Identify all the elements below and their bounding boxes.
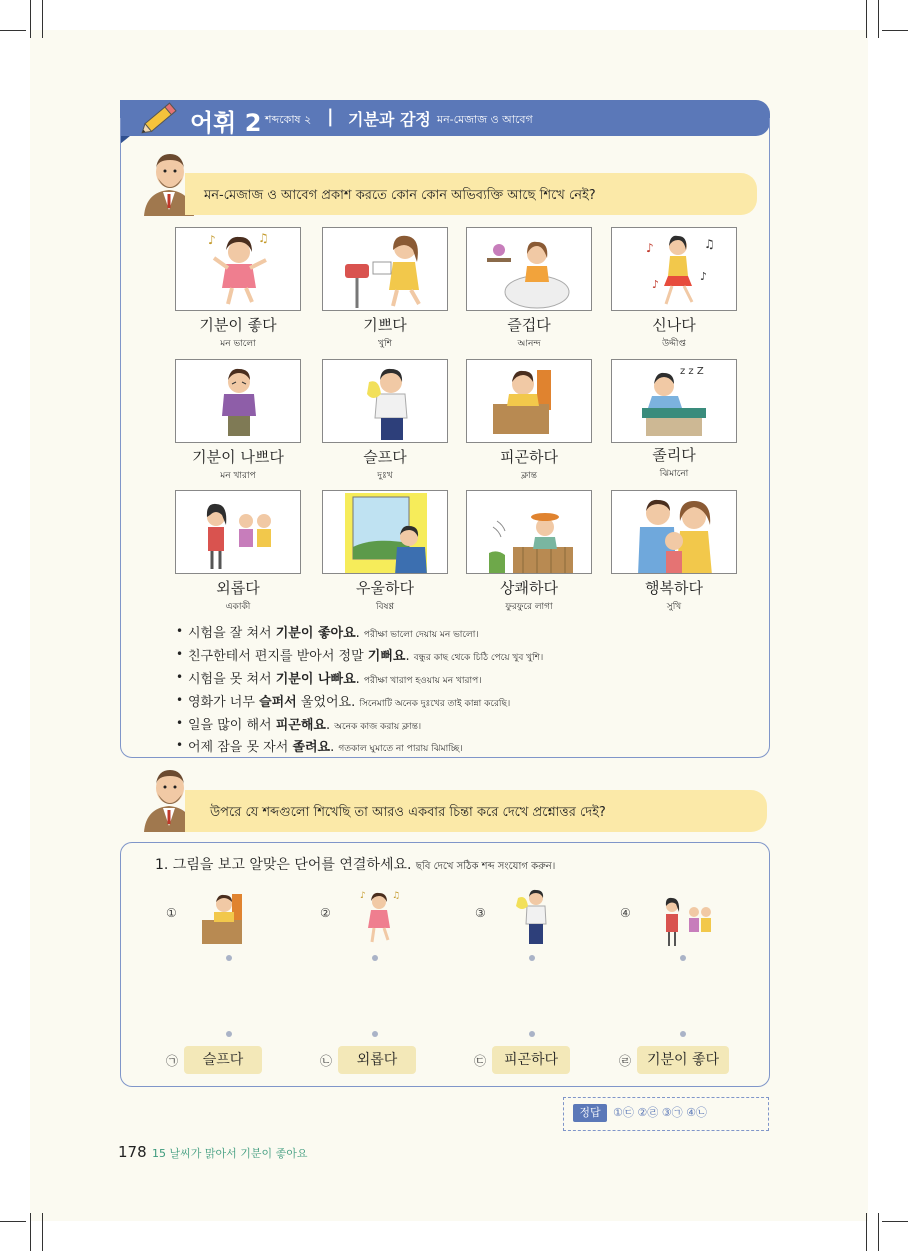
crop-mark (882, 30, 908, 31)
bullet-icon: • (176, 647, 184, 661)
section-title: 어휘 2 (190, 109, 262, 137)
svg-text:♪: ♪ (208, 233, 216, 247)
exercise-image-sad (512, 886, 552, 948)
choice-mark: ㉣ (619, 1054, 632, 1068)
crop-mark (0, 1221, 26, 1222)
chapter-title: 15 날씨가 맑아서 기분이 좋아요 (152, 1147, 308, 1160)
vocab-translation: উদ্দীপ্ত (662, 339, 686, 349)
example-sentence: 영화가 너무 슬퍼서 울었어요. সিনেমাটি অনেক দুঃখের তাই কান্না করেছি। (188, 695, 511, 710)
vocab-translation: ফুরফুরে লাগা (505, 602, 553, 612)
connect-dot-top-1[interactable] (226, 955, 232, 961)
svg-text:♪: ♪ (646, 241, 654, 255)
topic-title-bn: মন-মেজাজ ও আবেগ (437, 113, 533, 126)
review-question: উপরে যে শব্দগুলো শিখেছি তা আরও একবার চিন্তা করে দেখে প্রশ্নোত্তর দেই? (210, 805, 606, 820)
vocab-image-depressed (322, 490, 448, 574)
crop-mark (882, 1221, 908, 1222)
bullet-icon: • (176, 716, 184, 730)
choice-good-mood[interactable]: 기분이 좋다 (637, 1046, 729, 1074)
vocab-word: 기분이 좋다 (199, 316, 277, 334)
vocab-translation: ঝিমানো (659, 469, 689, 479)
exercise-number: ④ (620, 906, 631, 920)
svg-text:♪: ♪ (700, 270, 708, 283)
vocab-translation: দুঃখ (377, 471, 393, 481)
connect-dot-bottom-3[interactable] (529, 1031, 535, 1037)
crop-mark (30, 0, 31, 38)
crop-mark (0, 30, 26, 31)
crop-mark (42, 0, 43, 38)
connect-dot-top-3[interactable] (529, 955, 535, 961)
title-separator: | (327, 106, 334, 127)
connect-dot-bottom-4[interactable] (680, 1031, 686, 1037)
vocab-image-tired (466, 359, 592, 443)
example-sentence: 시험을 잘 쳐서 기분이 좋아요. পরীক্ষা ভালো দেয়ায় মন ভালো। (188, 626, 479, 641)
choice-mark: ㉢ (474, 1054, 487, 1068)
vocab-word: 즐겁다 (507, 316, 551, 334)
connect-dot-bottom-1[interactable] (226, 1031, 232, 1037)
crop-mark (878, 1213, 879, 1251)
bullet-icon: • (176, 738, 184, 752)
svg-text:♫: ♫ (258, 231, 269, 245)
exercise-image-tired (198, 890, 250, 948)
vocab-image-happy-family (611, 490, 737, 574)
exercise-number: ③ (475, 906, 486, 920)
vocab-word: 기분이 나쁘다 (192, 448, 284, 466)
exercise-number: ① (166, 906, 177, 920)
crop-mark (866, 0, 867, 38)
vocab-translation: সুখি (666, 602, 682, 612)
vocab-image-refreshed (466, 490, 592, 574)
page-number: 178 (118, 1143, 147, 1161)
vocab-image-lonely (175, 490, 301, 574)
example-sentence: 일을 많이 해서 피곤해요. অনেক কাজ করায় ক্লান্ত। (188, 718, 422, 733)
vocab-image-enjoyable (466, 227, 592, 311)
choice-mark: ㉡ (320, 1054, 333, 1068)
vocab-word: 졸리다 (652, 446, 696, 464)
vocab-word: 피곤하다 (500, 448, 558, 466)
answer-key-text: ①㉢ ②㉣ ③㉠ ④㉡ (613, 1106, 707, 1119)
connect-dot-top-4[interactable] (680, 955, 686, 961)
svg-text:z z Z: z z Z (680, 366, 704, 377)
svg-text:♪: ♪ (360, 891, 366, 901)
vocab-translation: খুশি (378, 339, 392, 349)
vocab-word: 기쁘다 (363, 316, 407, 334)
vocab-word: 상쾌하다 (500, 579, 558, 597)
choice-lonely[interactable]: 외롭다 (338, 1046, 416, 1074)
vocab-translation: বিষণ্ণ (375, 602, 395, 612)
exercise-image-good-mood (356, 888, 402, 948)
section-title-bn: শব্দকোষ ২ (265, 113, 312, 126)
exercise-image-lonely (660, 894, 718, 948)
svg-text:♪: ♪ (652, 278, 660, 291)
svg-text:♫: ♫ (704, 237, 715, 251)
svg-text:♫: ♫ (392, 891, 401, 901)
vocab-translation: মন খারাপ (220, 471, 256, 481)
bullet-icon: • (176, 670, 184, 684)
connect-dot-bottom-2[interactable] (372, 1031, 378, 1037)
crop-mark (42, 1213, 43, 1251)
choice-mark: ㉠ (166, 1054, 179, 1068)
example-sentence: 시험을 못 쳐서 기분이 나빠요. পরীক্ষা খারাপ হওয়ায় মন খারাপ। (188, 672, 482, 687)
vocab-translation: আনন্দ (517, 339, 541, 349)
choice-tired[interactable]: 피곤하다 (492, 1046, 570, 1074)
vocab-translation: মন ভালো (220, 339, 256, 349)
answer-key-label: 정답 (573, 1104, 607, 1122)
crop-mark (866, 1213, 867, 1251)
example-sentence: 친구한테서 편지를 받아서 정말 기뻐요. বন্ধুর কাছ থেকে চিঠি পেয়ে খুব খুশি। (188, 649, 544, 664)
crop-mark (878, 0, 879, 38)
vocab-word: 슬프다 (363, 448, 407, 466)
vocab-image-happy (322, 227, 448, 311)
vocab-translation: একাকী (225, 602, 251, 612)
vocab-word: 신나다 (652, 316, 696, 334)
bullet-icon: • (176, 624, 184, 638)
crop-mark (30, 1213, 31, 1251)
intro-question: মন-মেজাজ ও আবেগ প্রকাশ করতে কোন কোন অভিব্যক্তি আছে শিখে নেই? (204, 188, 596, 203)
vocab-image-excited (611, 227, 737, 311)
topic-title: 기분과 감정 (348, 110, 431, 129)
exercise-number: ② (320, 906, 331, 920)
vocab-translation: ক্লান্ত (521, 471, 537, 481)
vocab-image-good-mood (175, 227, 301, 311)
exercise-title: 1. 그림을 보고 알맞은 단어를 연결하세요. ছবি দেখে সঠিক শব্দ সংযোগ করুন। (155, 857, 556, 873)
example-sentence: 어제 잠을 못 자서 졸려요. গতকাল ঘুমাতে না পারায় ঝিমাচ্ছি। (188, 740, 463, 755)
connect-dot-top-2[interactable] (372, 955, 378, 961)
vocab-image-sad (322, 359, 448, 443)
vocab-image-sleepy (611, 359, 737, 443)
bullet-icon: • (176, 693, 184, 707)
vocab-word: 행복하다 (645, 579, 703, 597)
vocab-word: 우울하다 (356, 579, 414, 597)
vocab-image-bad-mood (175, 359, 301, 443)
vocab-word: 외롭다 (216, 579, 260, 597)
choice-sad[interactable]: 슬프다 (184, 1046, 262, 1074)
